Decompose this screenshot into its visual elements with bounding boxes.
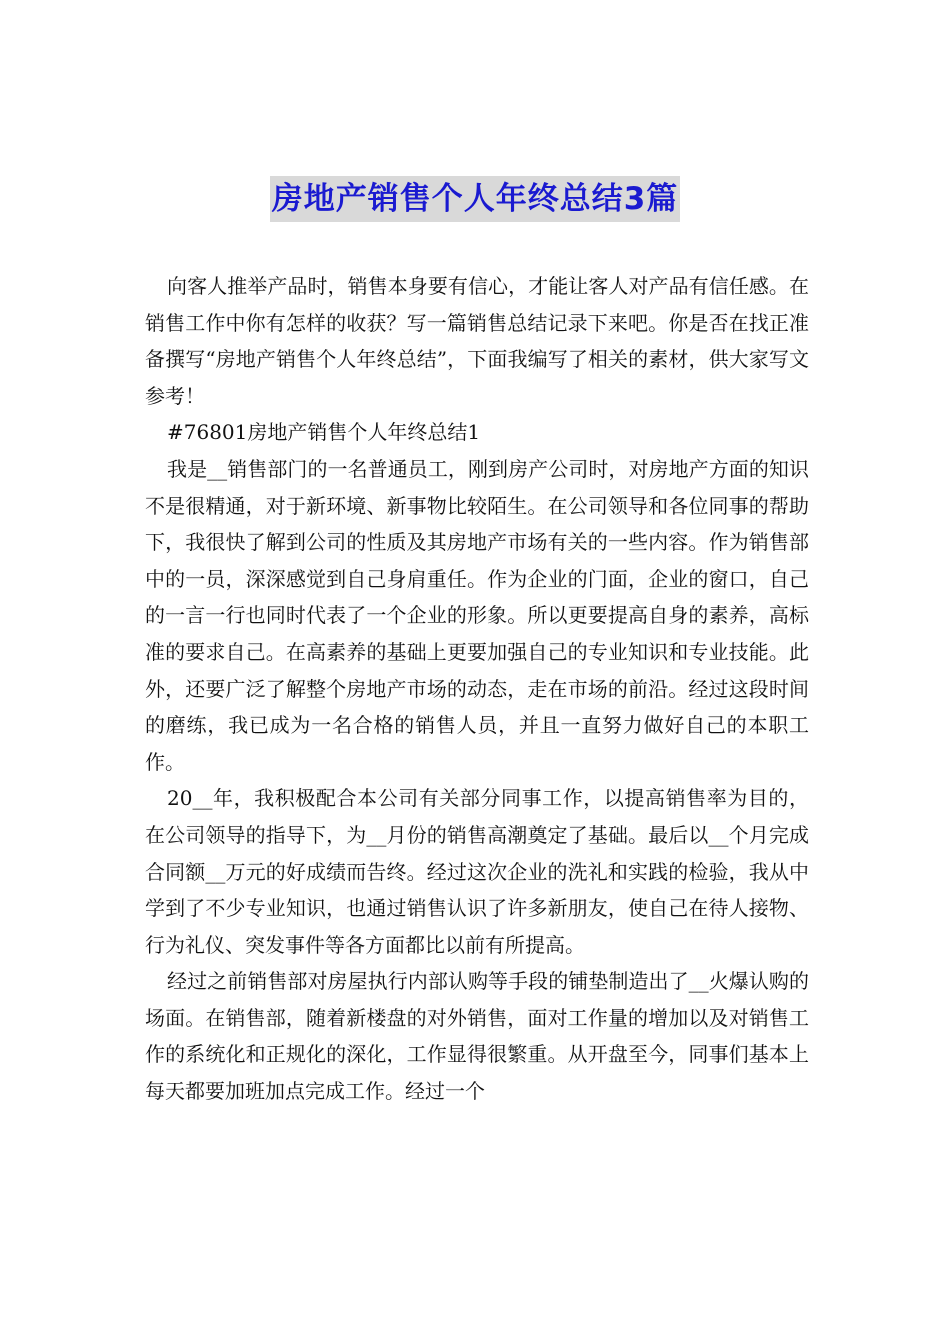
document-title: 房地产销售个人年终总结3篇 (270, 176, 681, 222)
intro-paragraph: 向客人推举产品时，销售本身要有信心，才能让客人对产品有信任感。在销售工作中你有怎样的收获？写一篇销售总结记录下来吧。你是否在找正准备撰写“房地产销售个人年终总结”，下面我编写了相关的素材，供大家写文参考！ (145, 274, 809, 408)
document-body (145, 268, 809, 1110)
section-heading: #76801房地产销售个人年终总结1 (167, 420, 481, 445)
body-paragraph: 20__年，我积极配合本公司有关部分同事工作，以提高销售率为目的，在公司领导的指导下，为__月份的销售高潮奠定了基础。最后以__个月完成合同额__万元的好成绩而告终。经过这次企业的洗礼和实践的检验，我从中学到了不少专业知识，也通过销售认识了许多新朋友，使自己在待人接物、行为礼仪、突发事件等各方面都比以前有所提高。 (145, 786, 809, 957)
title-container (0, 176, 950, 222)
body-paragraph: 我是__销售部门的一名普通员工，刚到房产公司时，对房地产方面的知识不是很精通，对于新环境、新事物比较陌生。在公司领导和各位同事的帮助下，我很快了解到公司的性质及其房地产市场有关的一些内容。作为销售部中的一员，深深感觉到自己身肩重任。作为企业的门面，企业的窗口，自己的一言一行也同时代表了一个企业的形象。所以更要提高自身的素养，高标准的要求自己。在高素养的基础上更要加强自己的专业知识和专业技能。此外，还要广泛了解整个房地产市场的动态，走在市场的前沿。经过这段时间的磨练，我已成为一名合格的销售人员，并且一直努力做好自己的本职工作。 (145, 456, 809, 774)
body-paragraph: 经过之前销售部对房屋执行内部认购等手段的铺垫制造出了__火爆认购的场面。在销售部，随着新楼盘的对外销售，面对工作量的增加以及对销售工作的系统化和正规化的深化，工作显得很繁重。从开盘至今，同事们基本上每天都要加班加点完成工作。经过一个 (145, 969, 809, 1104)
